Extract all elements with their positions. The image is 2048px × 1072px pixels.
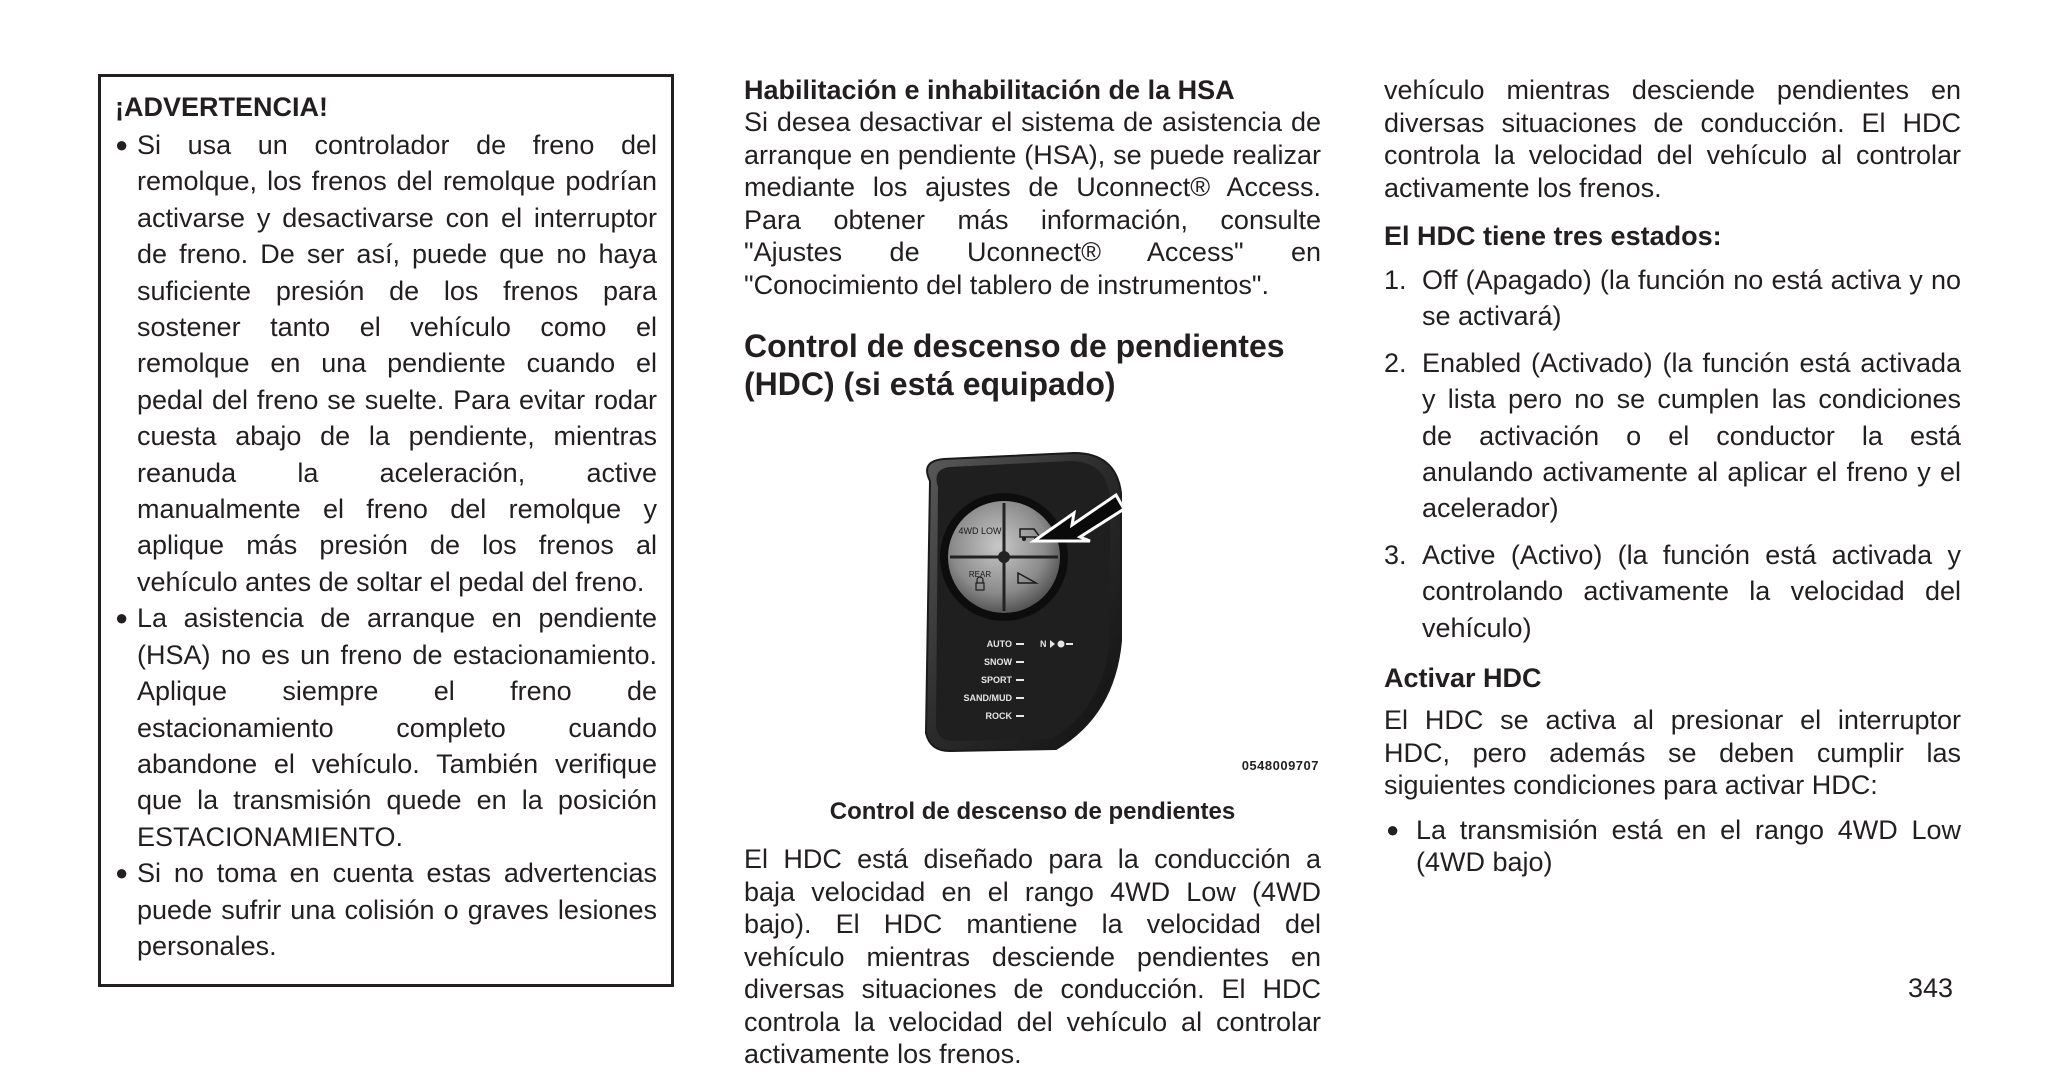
state-text: Enabled (Activado) (la función está activada y lista pero no se cumplen las condiciones de activación o el conductor la está anulando activamente al aplicar el freno y el acelerador) [1422,347,1961,524]
state-number: 3. [1384,539,1407,570]
bullet-icon: ● [115,605,129,631]
bullet-icon: ● [115,132,129,157]
activate-body: El HDC se activa al presionar el interruptor HDC, pero además se deben cumplir las siguientes condiciones para activar HDC: [1384,705,1961,801]
bullet-icon: ● [1386,816,1400,842]
mode-label: SPORT [980,675,1012,685]
hsa-body: Si desea desactivar el sistema de asistencia de arranque en pendiente (HSA), se puede realizar mediante los ajustes de Uconnect® Access. Para obtener más información, consulte "Ajustes de Uconnect® Access" en "Conocimiento del tablero de instrumentos". [744,107,1321,300]
hsa-heading: Habilitación e inhabilitación de la HSA [744,75,1235,105]
right-column [1384,74,1961,878]
mode-label: AUTO [986,639,1012,649]
hdc-switch-figure [744,453,1321,783]
figure-caption: Control de descenso de pendientes [829,798,1236,825]
warning-box [98,74,674,987]
warning-bullet-text: La asistencia de arranque en pendiente (HSA) no es un freno de estacionamiento. Aplique siempre el freno de estacionamiento completo cuando abandone el vehículo. También verifique que la transmisión quede en la posición ESTACIONAMIENTO. [137,603,657,852]
hdc-intro: El HDC está diseñado para la conducción a baja velocidad en el rango 4WD Low (4WD bajo). El HDC mantiene la velocidad del vehículo mientras desciende pendientes en diversas situaciones de conducción. El HDC controla la velocidad del vehículo al controlar activamente los frenos. [744,844,1321,1069]
dial-label-rear: REAR [968,570,992,579]
middle-column [744,74,1321,1069]
state-number: 1. [1384,265,1407,295]
page-number: 343 [1908,973,1954,1003]
warning-bullet-text: Si no toma en cuenta estas advertencias puede sufrir una colisión o graves lesiones personales. [137,858,657,961]
figure-code: 0548009707 [1241,758,1319,773]
mode-label: SNOW [984,657,1012,667]
warning-title: ¡ADVERTENCIA! [115,92,328,122]
bullet-icon: ● [115,860,129,886]
states-heading: El HDC tiene tres estados: [1384,221,1722,251]
hdc-section-heading: Control de descenso de pendientes (HDC) (si está equipado) [744,328,1285,402]
mode-label: SAND/MUD [963,693,1012,703]
warning-bullet [115,600,657,855]
activate-heading: Activar HDC [1384,663,1542,694]
state-text: Active (Activo) (la función está activada y controlando activamente la velocidad del vehículo) [1422,539,1961,643]
state-text: Off (Apagado) (la función no está activa y no se activará) [1422,265,1961,332]
mode-label: ROCK [985,711,1012,721]
condition-text: La transmisión está en el rango 4WD Low (4WD bajo) [1416,814,1961,877]
neutral-label: N [1040,639,1047,649]
warning-bullet [115,855,657,964]
state-item [1384,345,1961,527]
state-item [1384,262,1961,335]
hdc-switch-illustration [744,453,1321,783]
state-number: 2. [1384,347,1407,378]
hdc-intro-continued: vehículo mientras desciende pendientes en diversas situaciones de conducción. El HDC controla la velocidad del vehículo al controlar activamente los frenos. [1384,75,1961,203]
dial-label-4wd: 4WD LOW [958,526,1002,536]
state-item [1384,537,1961,646]
warning-bullet-text: Si usa un controlador de freno del remolque, los frenos del remolque podrían activarse y desactivarse con el interruptor de freno. De ser así, puede que no haya suficiente presión de los frenos para sostener tanto el vehículo como el remolque en una pendiente cuando el pedal del freno se suelte. Para evitar rodar cuesta abajo de la pendiente, mientras reanuda la aceleración, active manualmente el freno del remolque y aplique más presión de los frenos al vehículo antes de soltar el pedal del freno. [137,130,657,597]
condition-item [1384,814,1961,878]
warning-bullet [115,127,657,600]
warning-column [98,74,674,987]
